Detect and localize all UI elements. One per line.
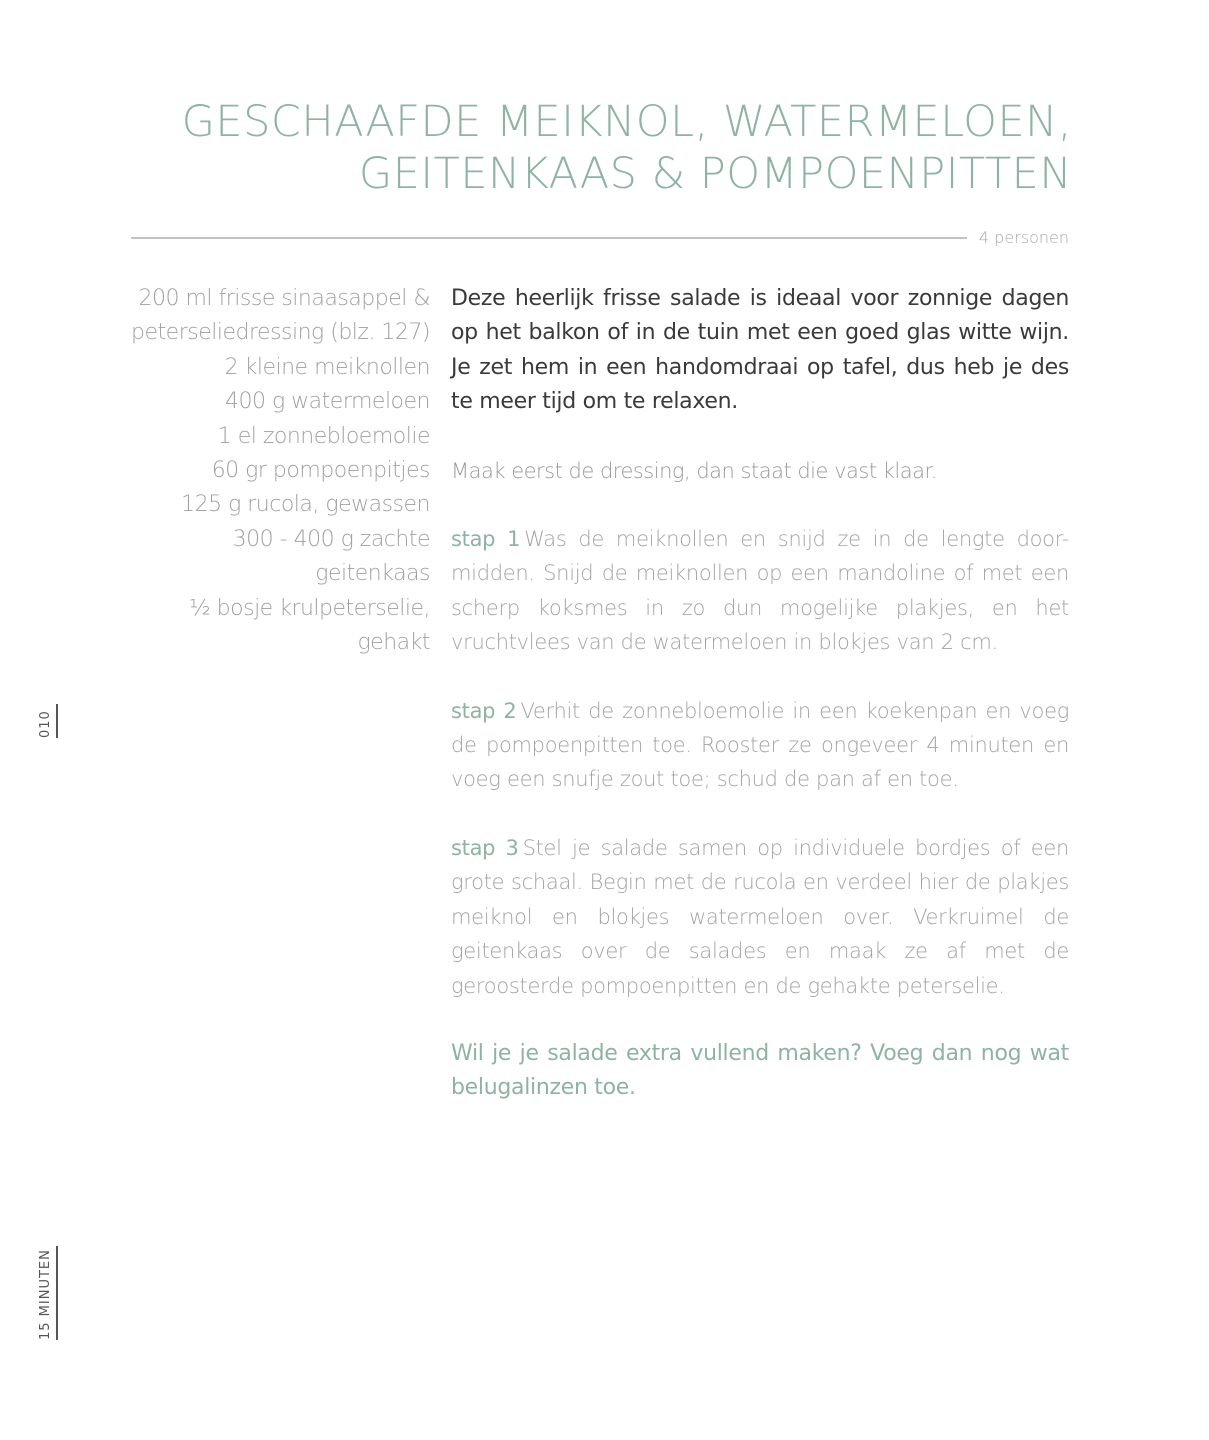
ingredient-line: 300 - 400 g zachte — [232, 526, 430, 552]
servings-label: 4 personen — [978, 228, 1069, 247]
recipe-title — [182, 96, 1072, 200]
recipe-note: Maak eerst de dressing, dan staat die vast klaar. — [451, 458, 937, 483]
step-text: Was de meiknollen en snijd ze in de lengte door-midden. Snijd de meiknollen op een mandoline of met een scherp koksmes in zo dun mogelijke plakjes, en het vruchtvlees van de watermeloen in blokjes van 2 cm. — [451, 527, 1069, 655]
recipe-intro: Deze heerlijk frisse salade is ideaal voor zonnige dagen op het balkon of in de tuin met een goed glas witte wijn. Je zet hem in een handomdraai op tafel, dus heb je des te meer tijd om te relaxen. — [451, 286, 1069, 415]
recipe-title-line-2: GEITENKAAS & POMPOENPITTEN — [358, 149, 1072, 199]
ingredient-line: 1 el zonnebloemolie — [217, 423, 430, 449]
ingredient-line: 200 ml frisse sinaasappel & — [138, 286, 430, 311]
recipe-title-line-1: GESCHAAFDE MEIKNOL, WATERMELOEN, — [181, 97, 1072, 147]
ingredient-line: 2 kleine meiknollen — [224, 354, 430, 380]
ingredient-line: 60 gr pompoenpitjes — [211, 458, 430, 484]
step-label: stap 3 — [451, 835, 519, 860]
ingredients-list — [110, 282, 430, 660]
section-marker — [36, 1246, 66, 1342]
recipe-body — [451, 282, 1069, 1106]
section-label: 15 MINUTEN — [38, 1249, 53, 1340]
ingredient-line: geitenkaas — [315, 561, 430, 587]
ingredient-line: ½ bosje krulpeterselie, — [189, 595, 430, 621]
title-divider — [131, 237, 967, 239]
page-number-marker — [36, 704, 66, 740]
recipe-step-2 — [451, 694, 1069, 797]
step-label: stap 2 — [451, 698, 517, 723]
recipe-step-1 — [451, 522, 1069, 660]
recipe-step-3 — [451, 831, 1069, 1003]
ingredient-line: gehakt — [357, 630, 430, 656]
ingredient-line: 125 g rucola, gewassen — [181, 492, 430, 518]
step-text: Verhit de zonnebloemolie in een koekenpan en voeg de pompoenpitten toe. Rooster ze ongeveer 4 minuten en voeg een snufje zout toe; schud de pan af en toe. — [451, 698, 1069, 792]
recipe-tip: Wil je je salade extra vullend maken? Voeg dan nog wat belugalinzen toe. — [451, 1040, 1069, 1101]
ingredient-line: peterseliedressing (blz. 127) — [131, 320, 430, 346]
page-number: 010 — [38, 710, 53, 738]
page-number-bar — [56, 704, 58, 738]
step-label: stap 1 — [451, 527, 521, 552]
section-bar — [56, 1246, 58, 1340]
step-text: Stel je salade samen op individuele bordjes of een grote schaal. Begin met de rucola en verdeel hier de plakjes meiknol en blokjes watermeloen over. Verkruimel de geitenkaas over de salades en maak ze af met de geroosterde pompoenpitten en de gehakte peterselie. — [451, 835, 1069, 998]
ingredient-line: 400 g watermeloen — [225, 389, 430, 415]
